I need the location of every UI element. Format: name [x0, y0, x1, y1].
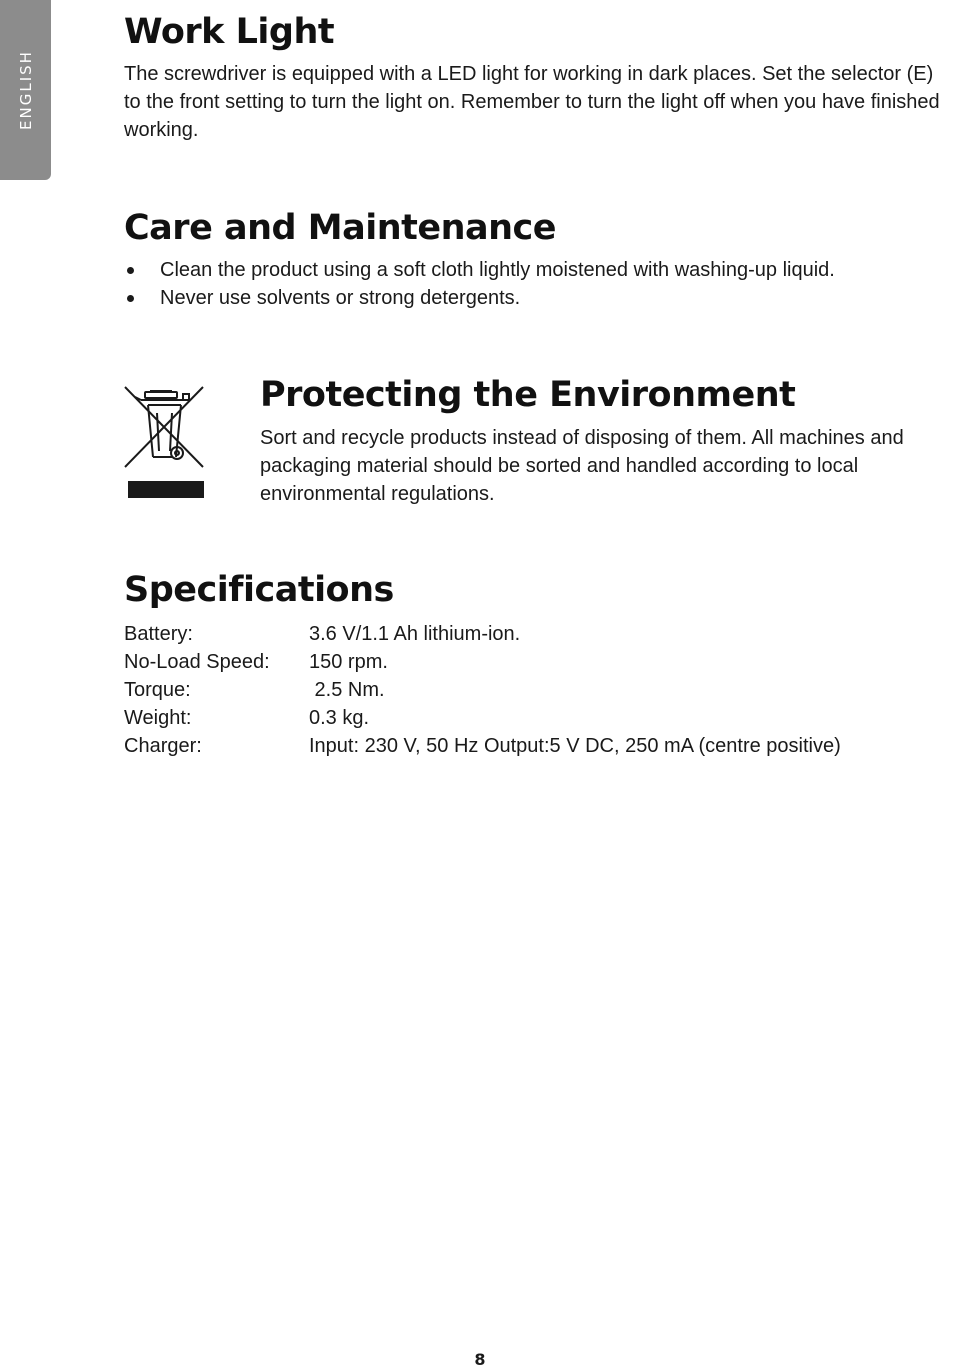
- table-row: [124, 732, 841, 760]
- spec-value: Input: 230 V, 50 Hz Output:5 V DC, 250 mA (centre positive): [309, 735, 841, 757]
- care-list: [124, 256, 835, 312]
- list-item-text: Never use solvents or strong detergents.: [160, 287, 521, 309]
- environment-heading: Protecting the Environment: [260, 375, 796, 415]
- specifications-heading: Specifications: [124, 570, 394, 610]
- table-row: [124, 704, 841, 732]
- spec-value: 0.3 kg.: [309, 707, 370, 729]
- spec-value: 150 rpm.: [309, 651, 388, 673]
- work-light-text: The screwdriver is equipped with a LED light for working in dark places. Set the selector (E) to the front setting to turn the light on. Remember to turn the light off when you have finished working.: [124, 63, 940, 141]
- spec-label: No-Load Speed:: [124, 651, 270, 673]
- spec-label: Weight:: [124, 707, 192, 729]
- spec-label: Torque:: [124, 679, 191, 701]
- bullet-icon: [127, 267, 134, 274]
- language-tab-label: ENGLISH: [16, 50, 35, 130]
- care-heading: Care and Maintenance: [124, 208, 557, 248]
- weee-crossed-bin-icon: [123, 383, 209, 503]
- spec-value: 3.6 V/1.1 Ah lithium-ion.: [309, 623, 521, 645]
- spec-label: Battery:: [124, 623, 193, 645]
- language-tab: [0, 0, 51, 180]
- table-row: [124, 620, 841, 648]
- list-item: [124, 284, 835, 312]
- spec-label: Charger:: [124, 735, 202, 757]
- spec-value: 2.5 Nm.: [309, 679, 385, 701]
- table-row: [124, 676, 841, 704]
- list-item-text: Clean the product using a soft cloth lightly moistened with washing-up liquid.: [160, 259, 835, 281]
- environment-text: Sort and recycle products instead of disposing of them. All machines and packaging material should be sorted and handled according to local environmental regulations.: [260, 427, 904, 505]
- bullet-icon: [127, 295, 134, 302]
- page-number: 8: [474, 1350, 486, 1369]
- table-row: [124, 648, 841, 676]
- specifications-table: [124, 620, 841, 760]
- work-light-heading: Work Light: [124, 12, 335, 52]
- list-item: [124, 256, 835, 284]
